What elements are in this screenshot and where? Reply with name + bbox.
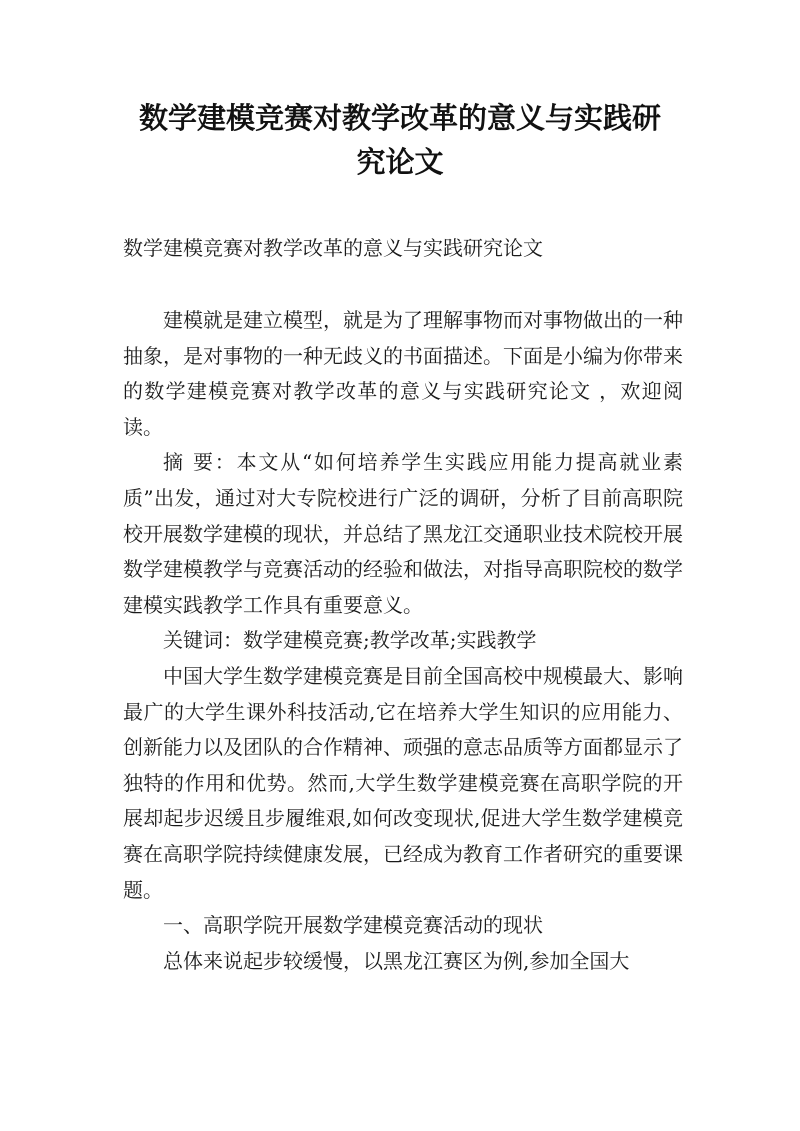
abstract-paragraph: 摘 要：本文从“如何培养学生实践应用能力提高就业素质”出发，通过对大专院校进行广泛的调研，分析了目前高职院校开展数学建模的现状，并总结了黑龙江交通职业技术院校开展数学建模教学与竞赛活动的经验和做法，对指导高职院校的数学建模实践教学工作具有重要意义。 xyxy=(123,450,683,617)
document-title xyxy=(120,96,680,184)
title-line-1: 数学建模竞赛对教学改革的意义与实践研 xyxy=(138,101,661,135)
section-heading: 一、高职学院开展数学建模竞赛活动的现状 xyxy=(163,913,543,938)
document-body xyxy=(123,303,683,979)
background-paragraph: 中国大学生数学建模竞赛是目前全国高校中规模最大、影响最广的大学生课外科技活动,它在培养大学生知识的应用能力、创新能力以及团队的合作精神、顽强的意志品质等方面都显示了独特的作用和优势。然而,大学生数学建模竞赛在高职学院的开展却起步迟缓且步履维艰,如何改变现状,促进大学生数学建模竞赛在高职学院持续健康发展，已经成为教育工作者研究的重要课题。 xyxy=(123,663,683,902)
title-line-2: 究论文 xyxy=(356,145,444,179)
document-subtitle: 数学建模竞赛对教学改革的意义与实践研究论文 xyxy=(123,236,543,260)
intro-paragraph: 建模就是建立模型，就是为了理解事物而对事物做出的一种 抽象，是对事物的一种无歧义的书面描述。下面是小编为你带来的数学建模竞赛对教学改革的意义与实践研究论文 ，欢迎阅读。 xyxy=(123,308,683,439)
keywords-paragraph: 关键词：数学建模竞赛;教学改革;实践教学 xyxy=(163,628,537,653)
section-paragraph: 总体来说起步较缓慢，以黑龙江赛区为例,参加全国大 xyxy=(163,948,630,973)
